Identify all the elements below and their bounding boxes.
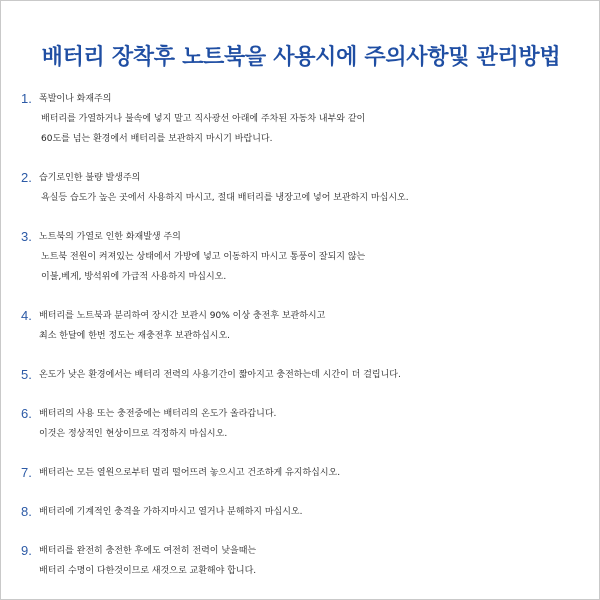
- item-text: 배터리를 노트북과 분리하여 장시간 보관시 90% 이상 충전후 보관하시고: [39, 311, 326, 321]
- item-number: 1.: [21, 91, 32, 106]
- item-number: 2.: [21, 170, 32, 185]
- item-heading: 폭발이나 화재주의: [39, 94, 112, 104]
- item-text: 최소 한달에 한번 정도는 재충전후 보관하십시오.: [39, 331, 231, 341]
- item-number: 6.: [21, 406, 32, 421]
- list-item: [21, 541, 591, 581]
- item-text: 배터리에 기계적인 충격을 가하지마시고 열거나 분해하지 마십시오.: [39, 507, 303, 517]
- item-text: 배터리의 사용 또는 충전중에는 배터리의 온도가 올라갑니다.: [39, 409, 277, 419]
- precaution-list: [21, 89, 591, 600]
- list-item: [21, 502, 591, 522]
- item-text: 배터리를 완전히 충전한 후에도 여전히 전력이 낮을때는: [39, 546, 257, 556]
- page-title: 배터리 장착후 노트북을 사용시에 주의사항및 관리방법: [41, 45, 561, 70]
- item-text: 이불,베게, 방석위에 가급적 사용하지 마십시오.: [41, 272, 227, 282]
- item-text: 배터리는 모든 열원으로부터 멀리 떨어뜨려 놓으시고 건조하게 유지하십시오.: [39, 468, 341, 478]
- list-item: [21, 463, 591, 483]
- list-item: [21, 168, 591, 208]
- item-text: 배터리 수명이 다한것이므로 새것으로 교환해야 합니다.: [39, 566, 257, 576]
- item-number: 4.: [21, 308, 32, 323]
- item-number: 7.: [21, 465, 32, 480]
- list-item: [21, 365, 591, 385]
- item-text: 노트북 전원이 켜져있는 상태에서 가방에 넣고 이동하지 마시고 통풍이 잘되지 않는: [41, 252, 366, 262]
- item-number: 9.: [21, 543, 32, 558]
- list-item: [21, 306, 591, 346]
- item-heading: 노트북의 가열로 인한 화재발생 주의: [39, 232, 181, 242]
- list-item: [21, 89, 591, 149]
- list-item: [21, 227, 591, 287]
- list-item: [21, 404, 591, 444]
- item-number: 8.: [21, 504, 32, 519]
- item-text: 온도가 낮은 환경에서는 배터리 전력의 사용기간이 짧아지고 충전하는데 시간이 더 걸립니다.: [39, 370, 401, 380]
- item-heading: 습기로인한 불량 발생주의: [39, 173, 141, 183]
- item-text: 이것은 정상적인 현상이므로 걱정하지 마십시오.: [39, 429, 228, 439]
- item-text: 60도를 넘는 환경에서 배터리를 보관하지 마시기 바랍니다.: [41, 134, 273, 144]
- item-number: 5.: [21, 367, 32, 382]
- item-text: 배터리를 가열하거나 불속에 넣지 말고 직사광선 아래에 주차된 자동차 내부와 같이: [41, 114, 366, 124]
- item-text: 욕실등 습도가 높은 곳에서 사용하지 마시고, 절대 배터리를 냉장고에 넣어 보관하지 마십시오.: [41, 193, 409, 203]
- item-number: 3.: [21, 229, 32, 244]
